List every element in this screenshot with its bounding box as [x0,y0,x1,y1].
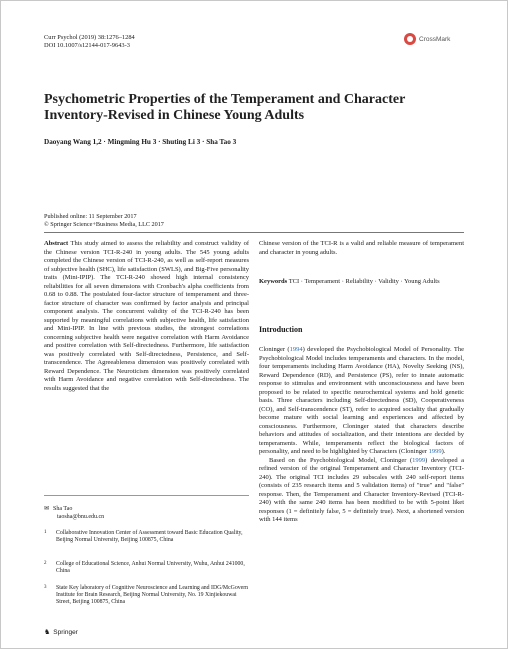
affiliation [44,530,249,544]
footnote-divider [44,495,249,496]
publication-info [44,213,164,229]
affiliation [44,585,249,607]
keywords-text: TCI · Temperament · Reliability · Validity · Young Adults [288,278,440,285]
publisher-name: Springer [53,628,78,636]
citation-link[interactable]: 1999 [412,456,426,464]
authors: Daoyang Wang 1,2 · Mingming Hu 3 · Shuting Li 3 · Sha Tao 3 [44,138,237,146]
springer-logo-icon: ♞ [44,629,51,636]
affiliation-number: 1 [44,530,47,535]
paper-title: Psychometric Properties of the Temperament and Character Inventory-Revised in Chinese Young Adults [44,92,406,123]
crossmark-label: CrossMark [419,35,451,43]
correspondence [44,505,104,521]
keywords-label: Keywords [259,278,288,285]
journal-header [44,34,135,50]
intro-text: ). [441,448,446,455]
affiliation-text: College of Educational Science, Anhui Normal University, Wuhu, Anhui 241000, China [56,561,245,575]
publisher-footer [44,628,78,636]
affiliation-text: Collaborative Innovation Center of Assessment toward Basic Education Quality, Beijing Normal University, Beijing 100875, China [56,530,243,544]
doi[interactable]: DOI 10.1007/s12144-017-9643-3 [44,42,130,49]
section-heading-introduction: Introduction [259,325,303,334]
intro-text: Cloninger ( [259,346,290,353]
keywords [259,278,464,287]
header-divider [44,232,464,233]
intro-paragraph-2 [259,457,464,525]
envelope-icon: ✉ [44,505,50,512]
introduction-body [259,346,464,525]
published-date: Published online: 11 September 2017 [44,213,137,220]
crossmark-badge[interactable] [404,32,464,46]
corresponding-author: Sha Tao [53,506,73,512]
affiliation-number: 3 [44,585,47,590]
journal-citation: Curr Psychol (2019) 38:1276–1284 [44,34,135,41]
abstract [44,240,249,393]
intro-text: ) developed the Psychobiological Model of Personality. The Psychobiological Model includes temperaments and characters. In the model, four temperaments including Harm Avoidance (HA), Novelty Seeking (NS), Reward Dependence (RD), and Persistence (PS), refer to innate automatic response to stimulus and environment with unconsciousness and have been proposed to be related to specific neurochemical systems and hold genetic basis. Three characters including Self-directedness (SD), Cooperativeness (CO), and Self-transcendence (ST), refer to acquired sociality that gradually become mature with social learning and experiences and affected by consciousness. Furthermore, Cloninger stated that characters describe behaviors and attitudes of socialization, and their intentions are decided by temperaments. While, temperaments reflect the biological factors of personality, and need to be highlighted by Characters (Cloninger [259,346,464,455]
citation-link[interactable]: 1994 [289,346,303,353]
intro-paragraph-1 [259,346,464,457]
affiliation [44,561,249,575]
abstract-continuation: Chinese version of the TCI-R is a valid and reliable measure of temperament and character in young adults. [259,240,464,256]
citation-link[interactable]: 1999 [428,448,442,455]
abstract-label: Abstract [44,240,69,247]
affiliation-text: State Key laboratory of Cognitive Neuroscience and Learning and IDG/McGovern Institute for Brain Research, Beijing Normal University, No. 19 Xinjiekouwai Street, Beijing 100875, China [56,585,249,606]
copyright: © Springer Science+Business Media, LLC 2017 [44,221,164,228]
intro-text: Based on the Psychobiological Model, Cloninger ( [269,456,413,464]
abstract-text: This study aimed to assess the reliability and construct validity of the Chinese version TCI-R-240 in young adults. The 545 young adults completed the Chinese version of TCI-R-240, as well as self-report measures of subjective health (SHC), life satisfaction (SWLS), and Big-Five personality traits (Mini-IPIP). The TCI-R-240 showed high internal consistency reliabilities for all seven dimensions with Cronbach's alpha coefficients from 0.68 to 0.88. The postulated four-factor structure of temperament and three-factor structure of character was confirmed by factor analysis and principal component analysis. The concurrent validity of the TCI-R-240 has been supported by meaningful correlations with subjective health, life satisfaction and Mini-IPIP. In line with previous studies, the strongest correlations concerning subjective health were negative correlation with Harm Avoidance and positive correlation with Self-directedness. Furthermore, life satisfaction was positively correlated with Self-directedness, Persistence, and Self-transcendence. The Agreeableness dimension was positively correlated with Reward Dependence. The Neuroticism dimension was positively correlated with Harm Avoidance and negative correlation with Self-directedness. The results suggested that the [44,240,249,392]
intro-text: ) developed a refined version of the original Temperament and Character Inventory (TCI-240). The original TCI includes 29 subscales with 240 self-report items (consists of 235 research items and 5 validation items) of "true" and "false" response. Then, the Temperament and Character Inventory-Revised (TCI-R-240) with the same 240 items has been modified to be with 5-point liket responses (1 = definitely false, 5 = definitely true). Next, a shortened version with 144 items [259,456,464,523]
corresponding-email[interactable]: taosha@bnu.edu.cn [57,513,105,520]
affiliation-number: 2 [44,561,47,566]
crossmark-icon [404,33,416,45]
